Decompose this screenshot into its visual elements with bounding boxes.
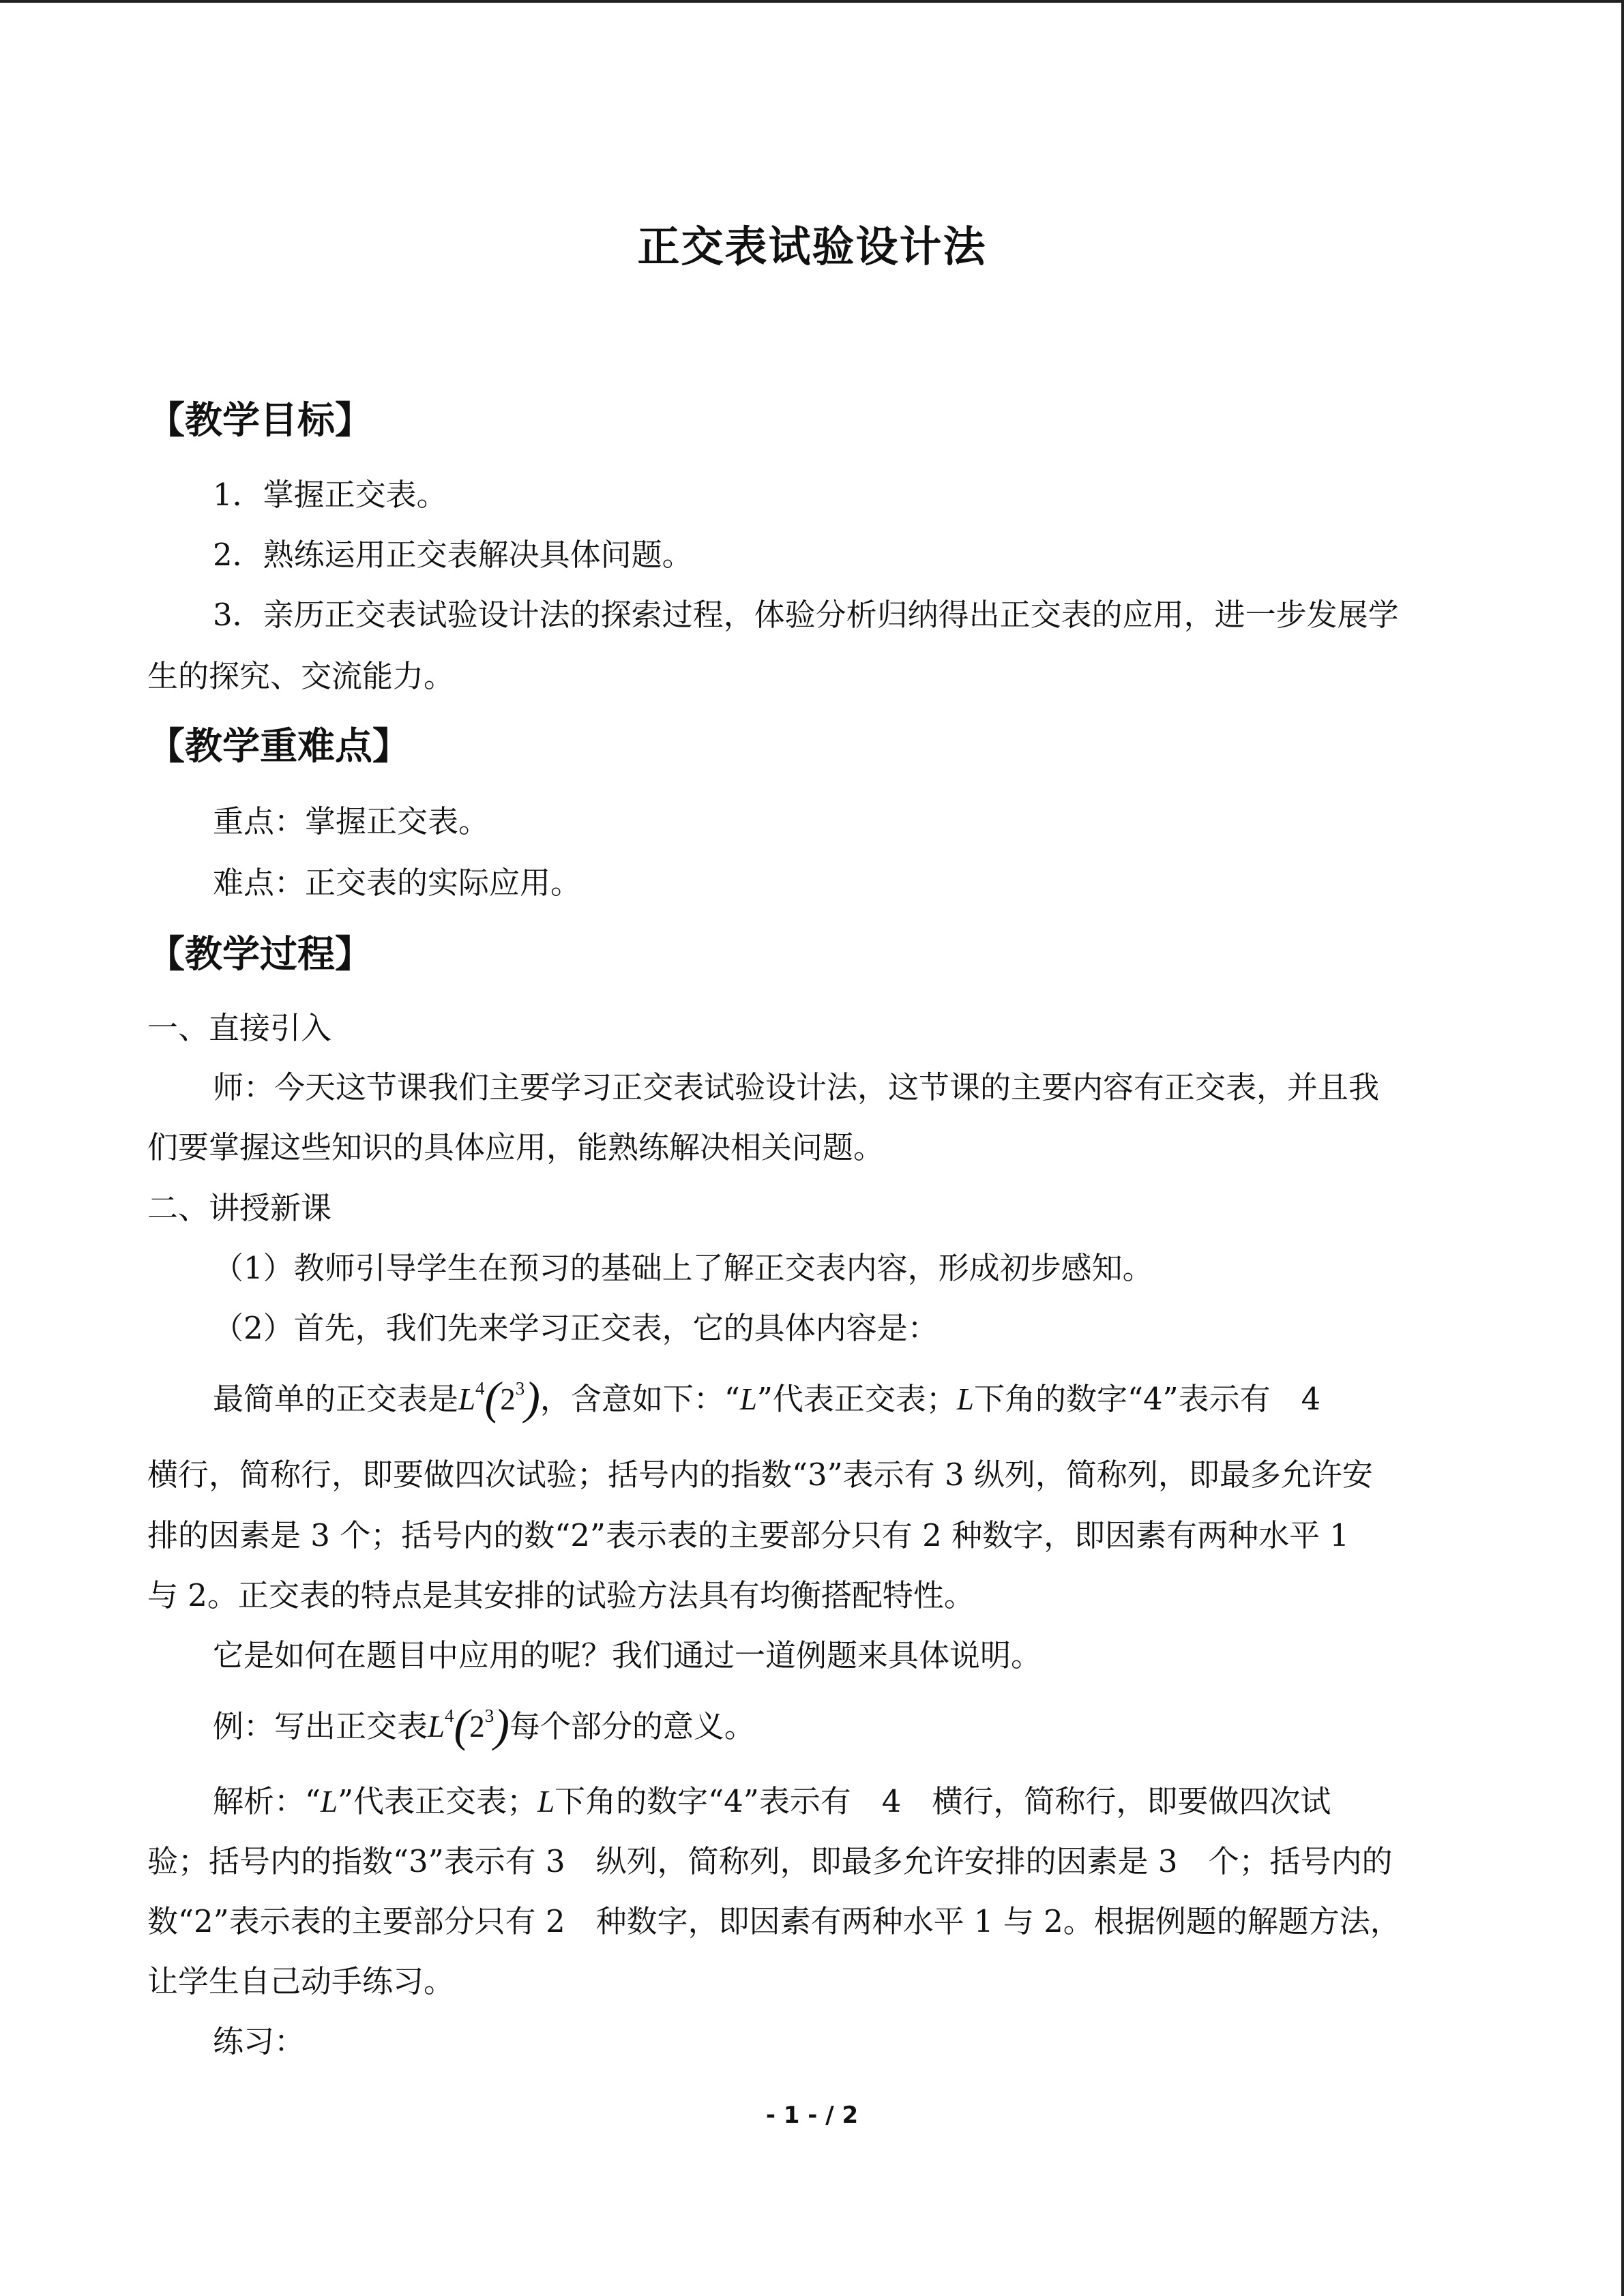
formula-L4-2-3: $L^4(2^3)$ bbox=[458, 1372, 540, 1424]
step-2: （2）首先，我们先来学习正交表，它的具体内容是： bbox=[213, 1310, 939, 1346]
solution-text-c: 下角的数字“4”表示有 4 横行，简称行，即要做四次试 bbox=[555, 1783, 1331, 1819]
page-number: - 1 - / 2 bbox=[765, 2102, 859, 2129]
heading-objectives: 【教学目标】 bbox=[147, 398, 373, 442]
definition-text-c: ”代表正交表； bbox=[756, 1381, 957, 1417]
symbol-L: L bbox=[956, 1382, 974, 1416]
difficult-point: 难点：正交表的实际应用。 bbox=[213, 865, 582, 901]
solution-text-a: 解析：“ bbox=[213, 1783, 321, 1819]
definition-line-4: 与 2。正交表的特点是其安排的试验方法具有均衡搭配特性。 bbox=[147, 1577, 975, 1613]
objective-2: 2．熟练运用正交表解决具体问题。 bbox=[213, 537, 693, 573]
step-1: （1）教师引导学生在预习的基础上了解正交表内容，形成初步感知。 bbox=[213, 1250, 1153, 1286]
definition-text-b: ，含意如下：“ bbox=[540, 1381, 740, 1417]
definition-line-2: 横行，简称行，即要做四次试验；括号内的指数“3”表示有 3 纵列，简称列，即最多允许安 bbox=[147, 1457, 1373, 1493]
page-title: 正交表试验设计法 bbox=[637, 222, 987, 271]
symbol-L: L bbox=[321, 1785, 338, 1819]
symbol-L: L bbox=[739, 1382, 757, 1416]
definition-line-3: 排的因素是 3 个；括号内的数“2”表示表的主要部分只有 2 种数字，即因素有两种水平 1 bbox=[147, 1517, 1350, 1553]
solution-line-2: 验；括号内的指数“3”表示有 3 纵列，简称列，即最多允许安排的因素是 3 个；括号内的 bbox=[147, 1843, 1393, 1879]
example-line bbox=[213, 1695, 755, 1751]
formula-L4-2-3: $L^4(2^3)$ bbox=[428, 1699, 510, 1751]
para-teacher-intro-cont: 们要掌握这些知识的具体应用，能熟练解决相关问题。 bbox=[147, 1129, 885, 1165]
definition-text-d: 下角的数字“4”表示有 4 bbox=[973, 1381, 1321, 1417]
objective-1: 1．掌握正交表。 bbox=[213, 477, 447, 513]
para-teacher-intro: 师：今天这节课我们主要学习正交表试验设计法，这节课的主要内容有正交表，并且我 bbox=[213, 1069, 1380, 1105]
part-1-heading: 一、直接引入 bbox=[147, 1010, 332, 1046]
solution-line-3: 数“2”表示表的主要部分只有 2 种数字，即因素有两种水平 1 与 2。根据例题的解题方法， bbox=[147, 1903, 1401, 1939]
transition-line: 它是如何在题目中应用的呢？我们通过一道例题来具体说明。 bbox=[213, 1637, 1042, 1673]
solution-text-b: ”代表正交表； bbox=[338, 1783, 538, 1819]
objective-3-cont: 生的探究、交流能力。 bbox=[147, 658, 455, 694]
heading-key-points: 【教学重难点】 bbox=[147, 724, 411, 768]
symbol-L: L bbox=[537, 1785, 555, 1819]
example-text-b: 每个部分的意义。 bbox=[509, 1708, 755, 1744]
heading-process: 【教学过程】 bbox=[147, 931, 373, 976]
practice-label: 练习： bbox=[213, 2023, 306, 2059]
definition-text-a: 最简单的正交表是 bbox=[213, 1381, 459, 1417]
part-2-heading: 二、讲授新课 bbox=[147, 1190, 332, 1226]
key-point: 重点：掌握正交表。 bbox=[213, 803, 490, 839]
objective-3: 3．亲历正交表试验设计法的探索过程，体验分析归纳得出正交表的应用，进一步发展学 bbox=[213, 597, 1399, 633]
example-text-a: 例：写出正交表 bbox=[213, 1708, 428, 1744]
solution-line-4: 让学生自己动手练习。 bbox=[147, 1963, 455, 1999]
definition-line bbox=[213, 1368, 1321, 1424]
solution-line bbox=[213, 1781, 1331, 1822]
